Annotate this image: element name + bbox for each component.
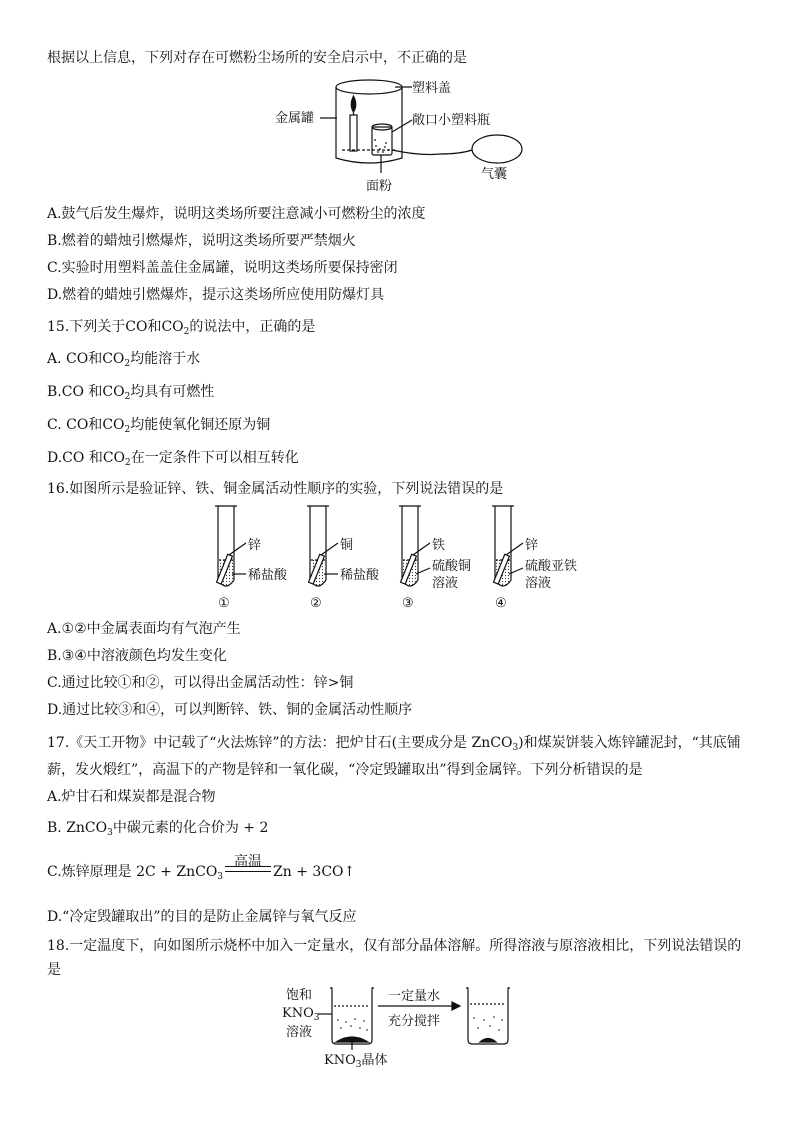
q14-option-c: C.实验时用塑料盖盖住金属罐，说明这类场所要保持密闭	[47, 260, 398, 276]
reaction-condition	[225, 854, 271, 876]
tube-2-solution: 稀盐酸	[340, 568, 380, 583]
q17-option-a: A.炉甘石和煤炭都是混合物	[47, 789, 216, 805]
q18-stem: 18.一定温度下，向如图所示烧杯中加入一定量水，仅有部分晶体溶解。所得溶液与原溶液相比，下列说法错误的是	[47, 938, 742, 978]
q16-option-a: A.①②中金属表面均有气泡产生	[47, 621, 241, 637]
tube-4	[492, 506, 523, 586]
tube-2-number: ②	[310, 596, 322, 611]
tube-1-solution: 稀盐酸	[248, 568, 288, 583]
solution-label: 溶液	[286, 1025, 313, 1040]
q14-option-b: B.燃着的蜡烛引燃爆炸，说明这类场所要严禁烟火	[47, 233, 356, 249]
plastic-lid-label: 塑料盖	[412, 81, 452, 96]
tube-2-metal: 铜	[340, 538, 354, 553]
tube-3-solution-1: 硫酸铜	[432, 559, 472, 574]
arrow-bottom-label: 充分搅拌	[388, 1014, 441, 1029]
flour-label: 面粉	[366, 179, 393, 194]
crystal-label: $KNO_3$晶体	[324, 1053, 388, 1070]
tube-3-solution-2: 溶液	[432, 576, 459, 591]
tube-4-solution-2: 溶液	[525, 576, 552, 591]
air-bag-label: 气囊	[481, 167, 508, 182]
q15-option-c: C. CO和$CO_2$均能使氧化铜还原为铜	[47, 417, 271, 435]
right-beaker	[466, 988, 510, 1044]
q17-option-b: B. ZnCO$_3$中碳元素的化合价为 + 2	[47, 820, 269, 838]
tube-4-number: ④	[495, 596, 507, 611]
left-beaker	[318, 988, 374, 1050]
q16-option-d: D.通过比较③和④，可以判断锌、铁、铜的金属活动性顺序	[47, 702, 413, 718]
flour-particles	[374, 139, 389, 153]
open-bottle-label: 敞口小塑料瓶	[412, 113, 491, 128]
saturated-label: 饱和	[286, 988, 313, 1003]
reaction-equals-sign	[225, 866, 271, 872]
q15-option-d: D.CO 和$CO_2$在一定条件下可以相互转化	[47, 450, 299, 468]
metal-can-label: 金属罐	[275, 111, 315, 126]
q15-option-a: A. CO和$CO_2$均能溶于水	[47, 351, 201, 369]
q15-stem: 15.下列关于CO和$CO_2$的说法中，正确的是	[47, 319, 316, 337]
q16-stem: 16.如图所示是验证锌、铁、铜金属活动性顺序的实验，下列说法错误的是	[47, 481, 504, 497]
q16-option-b: B.③④中溶液颜色均发生变化	[47, 648, 227, 664]
tube-2	[307, 506, 338, 586]
arrow-top-label: 一定量水	[388, 989, 441, 1004]
tube-3	[399, 506, 430, 586]
condition-high-temperature: 高温	[234, 854, 263, 870]
tube-1-number: ①	[218, 596, 230, 611]
q14-option-d: D.燃着的蜡烛引燃爆炸，提示这类场所应使用防爆灯具	[47, 287, 385, 303]
tube-3-number: ③	[402, 596, 414, 611]
kno3-label: $KNO_3$	[282, 1006, 320, 1023]
beaker-figure	[0, 984, 794, 1074]
tube-1	[215, 506, 246, 586]
q17-stem-line-1: 17.《天工开物》中记载了“火法炼锌”的方法：把炉甘石(主要成分是 ZnCO$_3$)和煤炭饼装入炼锌罐泥封，“其底铺	[47, 735, 741, 753]
q15-option-b: B.CO 和$CO_2$均具有可燃性	[47, 384, 215, 402]
q16-option-c: C.通过比较①和②，可以得出金属活动性：锌>铜	[47, 675, 354, 691]
tube-4-metal: 锌	[525, 538, 539, 553]
q17-stem-line-2: 薪，发火煅红”，高温下的产物是锌和一氧化碳，“冷定毁罐取出”得到金属锌。下列分析错误的是	[47, 762, 643, 778]
test-tubes-figure	[0, 502, 794, 614]
tube-3-metal: 铁	[432, 538, 446, 553]
tube-1-metal: 锌	[248, 538, 262, 553]
q17-option-c: C.炼锌原理是 2C + ZnCO$_3$ 高温 Zn + 3CO↑	[47, 854, 356, 882]
q17-option-d: D.“冷定毁罐取出”的目的是防止金属锌与氧气反应	[47, 909, 357, 925]
q14-intro: 根据以上信息，下列对存在可燃粉尘场所的安全启示中，不正确的是	[47, 50, 467, 66]
tube-4-solution-1: 硫酸亚铁	[525, 559, 578, 574]
q14-option-a: A.鼓气后发生爆炸，说明这类场所要注意减小可燃粉尘的浓度	[47, 206, 426, 222]
